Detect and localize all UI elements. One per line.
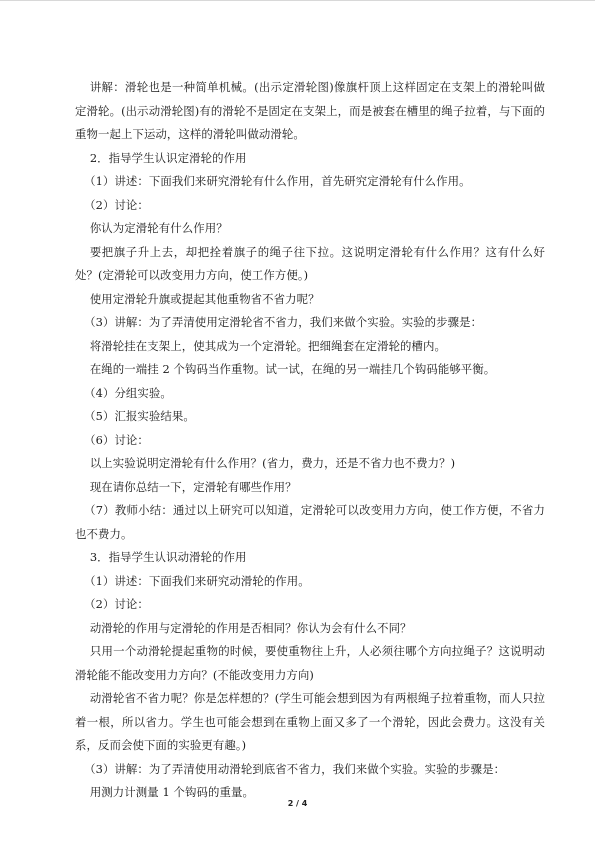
paragraph: 3．指导学生认识动滑轮的作用 — [89, 550, 247, 564]
paragraph: （5）汇报实验结果。 — [84, 409, 195, 423]
paragraph: （6）讨论： — [84, 432, 149, 447]
paragraph: 以上实验说明定滑轮有什么作用？(省力，费力，还是不省力也不费力？) — [89, 456, 456, 470]
page-top-edge — [0, 0, 595, 1]
paragraph: 只用一个动滑轮提起重物的时候，要使重物往上升，人必须往哪个方向拉绳子？这说明动滑轮能不能改变用力方向？(不能改变用力方向) — [75, 644, 545, 682]
paragraph: 动滑轮省不省力呢？你是怎样想的？(学生可能会想到因为有两根绳子拉着重物，而人只拉着一根，所以省力。学生也可能会想到在重物上面又多了一个滑轮，因此会费力。这没有关系，反而会使下面的实验更有趣。) — [75, 691, 545, 752]
paragraph: （4）分组实验。 — [84, 385, 172, 400]
paragraph: （1）讲述：下面我们来研究动滑轮的作用。 — [84, 573, 310, 588]
paragraph: （2）讨论： — [84, 597, 149, 611]
paragraph: 你认为定滑轮有什么作用？ — [89, 221, 228, 235]
paragraph: 现在请你总结一下，定滑轮有哪些作用？ — [89, 479, 297, 494]
document-body — [75, 76, 545, 805]
paragraph: 将滑轮挂在支架上，使其成为一个定滑轮。把细绳套在定滑轮的槽内。 — [89, 338, 447, 353]
paragraph: 在绳的一端挂 2 个钩码当作重物。试一试，在绳的另一端挂几个钩码能够平衡。 — [89, 362, 496, 376]
paragraph: （3）讲解：为了弄清使用动滑轮到底省不省力，我们来做个实验。实验的步骤是： — [84, 761, 506, 776]
paragraph: （2）讨论： — [84, 197, 149, 212]
paragraph: 讲解：滑轮也是一种简单机械。(出示定滑轮图)像旗杆顶上这样固定在支架上的滑轮叫做定滑轮。(出示动滑轮图)有的滑轮不是固定在支架上，而是被套在槽里的绳子拉着，与下面的重物一起上下运动，这样的滑轮叫做动滑轮。 — [75, 80, 545, 141]
page-number: 2 / 4 — [287, 799, 308, 808]
paragraph: 使用定滑轮升旗或提起其他重物省不省力呢？ — [89, 291, 320, 306]
paragraph: 动滑轮的作用与定滑轮的作用是否相同？你认为会有什么不同？ — [89, 620, 412, 635]
paragraph: 2．指导学生认识定滑轮的作用 — [89, 150, 247, 165]
paragraph: 要把旗子升上去，却把拴着旗子的绳子往下拉。这说明定滑轮有什么作用？这有什么好处？(定滑轮可以改变用力方向，使工作方便。) — [75, 244, 545, 282]
paragraph: （3）讲解：为了弄清使用定滑轮省不省力，我们来做个实验。实验的步骤是： — [84, 315, 483, 329]
paragraph: （7）教师小结：通过以上研究可以知道，定滑轮可以改变用力方向，使工作方便，不省力也不费力。 — [75, 503, 545, 541]
paragraph: 用测力计测量 1 个钩码的重量。 — [89, 785, 254, 799]
paragraph: （1）讲述：下面我们来研究滑轮有什么作用，首先研究定滑轮有什么作用。 — [84, 174, 471, 188]
